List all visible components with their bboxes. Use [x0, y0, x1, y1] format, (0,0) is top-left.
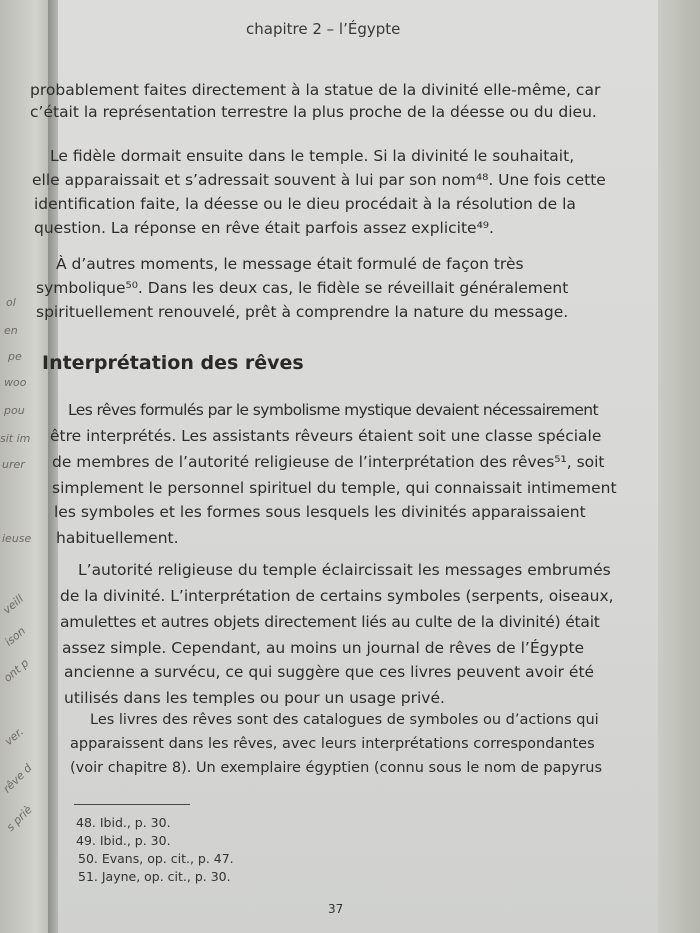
body-line: de membres de l’autorité religieuse de l’interprétation des rêves⁵¹, soit [52, 453, 605, 471]
body-line: Le fidèle dormait ensuite dans le temple. Si la divinité le souhaitait, [50, 147, 575, 165]
facing-page-fragment: ol [6, 296, 16, 309]
footnote: 51. Jayne, op. cit., p. 30. [78, 869, 231, 884]
facing-page-fragment: rêve d [0, 761, 35, 796]
running-header: chapitre 2 – l’Égypte [246, 20, 401, 38]
facing-page-fragment: ver. [2, 724, 27, 749]
body-line: ancienne a survécu, ce qui suggère que ces livres peuvent avoir été [64, 663, 595, 681]
body-line: identification faite, la déesse ou le dieu procédait à la résolution de la [34, 195, 576, 213]
body-line: question. La réponse en rêve était parfois assez explicite⁴⁹. [34, 219, 494, 237]
body-line: amulettes et autres objets directement liés au culte de la divinité) était [60, 613, 600, 631]
facing-page-fragment: ieuse [2, 532, 32, 545]
body-line: Les livres des rêves sont des catalogues de symboles ou d’actions qui [90, 712, 599, 728]
footnote: 48. Ibid., p. 30. [76, 815, 171, 830]
body-line: elle apparaissait et s’adressait souvent à lui par son nom⁴⁸. Une fois cette [32, 171, 606, 189]
facing-page-fragment: en [4, 324, 18, 337]
facing-page-fragment: pe [8, 350, 22, 363]
body-line: Les rêves formulés par le symbolisme mystique devaient nécessairement [68, 401, 598, 419]
facing-page-fragment: woo [4, 376, 27, 389]
body-line: être interprétés. Les assistants rêveurs étaient soit une classe spéciale [50, 427, 602, 445]
facing-page-fragment: sit im [0, 432, 31, 445]
body-line: spirituellement renouvelé, prêt à comprendre la nature du message. [36, 303, 569, 321]
footnote-rule [74, 804, 190, 805]
section-heading: Interprétation des rêves [42, 352, 304, 374]
body-line: utilisés dans les temples ou pour un usage privé. [64, 689, 445, 707]
body-line: habituellement. [56, 529, 179, 547]
body-line: L’autorité religieuse du temple éclaircissait les messages embrumés [78, 561, 611, 579]
facing-page-fragment: ison [2, 624, 29, 649]
book-page [30, 0, 658, 933]
body-line: (voir chapitre 8). Un exemplaire égyptien (connu sous le nom de papyrus [70, 760, 602, 776]
footnote: 49. Ibid., p. 30. [76, 833, 171, 848]
body-line: les symboles et les formes sous lesquels les divinités apparaissaient [54, 503, 586, 521]
footnote: 50. Evans, op. cit., p. 47. [78, 851, 234, 866]
body-line: probablement faites directement à la statue de la divinité elle-même, car [30, 81, 601, 99]
body-line: symbolique⁵⁰. Dans les deux cas, le fidèle se réveillait généralement [36, 279, 569, 297]
body-line: simplement le personnel spirituel du temple, qui connaissait intimement [52, 479, 617, 497]
facing-page-fragment: s priè [3, 803, 35, 834]
facing-page-fragment: ont p [1, 656, 32, 685]
page-number: 37 [328, 902, 344, 916]
facing-page-fragment: urer [2, 458, 25, 471]
body-line: À d’autres moments, le message était formulé de façon très [56, 255, 524, 273]
body-line: de la divinité. L’interprétation de certains symboles (serpents, oiseaux, [60, 587, 614, 605]
facing-page-fragment: pou [4, 404, 25, 417]
body-line: assez simple. Cependant, au moins un journal de rêves de l’Égypte [62, 639, 585, 657]
facing-page-fragment: veill [0, 592, 27, 617]
body-line: apparaissent dans les rêves, avec leurs interprétations correspondantes [70, 736, 595, 752]
body-line: c’était la représentation terrestre la plus proche de la déesse ou du dieu. [30, 103, 597, 121]
background-edge [658, 0, 700, 933]
